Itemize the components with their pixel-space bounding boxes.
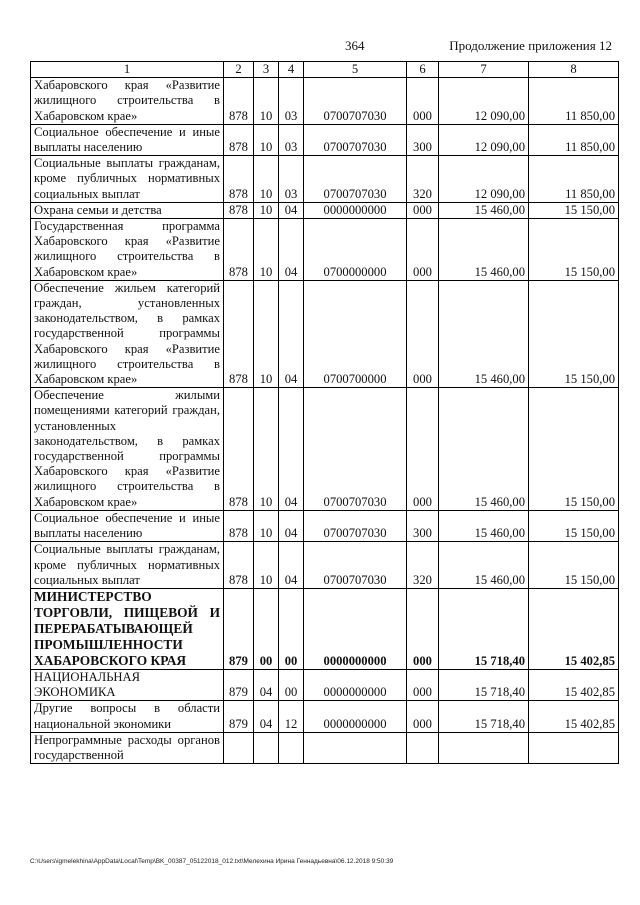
row-section: 10: [254, 542, 279, 589]
row-name: МИНИСТЕРСТВО ТОРГОВЛИ, ПИЩЕВОЙ И ПЕРЕРАБАТЫВАЮЩЕЙ ПРОМЫШЛЕННОСТИ ХАБАРОВСКОГО КРАЯ: [31, 588, 224, 669]
row-expense-type: 320: [407, 542, 439, 589]
row-target-article: 0000000000: [304, 202, 407, 218]
col-header-3: 3: [254, 62, 279, 78]
row-amount-2019: 12 090,00: [439, 124, 529, 155]
row-section: [254, 732, 279, 763]
row-name: Социальное обеспечение и иные выплаты населению: [31, 124, 224, 155]
row-amount-2019: 15 718,40: [439, 669, 529, 700]
appendix-label: Продолжение приложения 12: [449, 38, 612, 53]
row-name: НАЦИОНАЛЬНАЯ ЭКОНОМИКА: [31, 669, 224, 700]
row-section: 10: [254, 156, 279, 203]
file-path-footer: C:\Users\igmelekhina\AppData\Local\Temp\BK_00387_05122018_012.txt\Мелехина Ирина Геннадьевна\06.12.2018 9:50:39: [30, 858, 394, 865]
row-amount-2020: 15 150,00: [529, 280, 619, 387]
row-amount-2020: [529, 732, 619, 763]
table-row: [31, 701, 619, 732]
row-section: 10: [254, 219, 279, 281]
row-code: 878: [224, 202, 254, 218]
row-subsection: 04: [279, 280, 304, 387]
table-body: [31, 78, 619, 764]
row-code: 878: [224, 542, 254, 589]
row-subsection: 03: [279, 78, 304, 125]
row-section: 10: [254, 388, 279, 511]
row-target-article: 0700700000: [304, 280, 407, 387]
row-amount-2020: 15 150,00: [529, 219, 619, 281]
row-code: 878: [224, 156, 254, 203]
row-name: Социальные выплаты гражданам, кроме публичных нормативных социальных выплат: [31, 542, 224, 589]
table-row: [31, 219, 619, 281]
row-expense-type: 300: [407, 510, 439, 541]
row-code: [224, 732, 254, 763]
col-header-8: 8: [529, 62, 619, 78]
row-expense-type: 000: [407, 219, 439, 281]
row-name: Непрограммные расходы органов государственной: [31, 732, 224, 763]
row-subsection: 03: [279, 124, 304, 155]
row-amount-2020: 15 402,85: [529, 588, 619, 669]
row-target-article: 0700707030: [304, 510, 407, 541]
row-amount-2019: [439, 732, 529, 763]
table-row: [31, 124, 619, 155]
row-expense-type: 000: [407, 280, 439, 387]
row-section: 04: [254, 669, 279, 700]
row-name: Другие вопросы в области национальной экономики: [31, 701, 224, 732]
row-subsection: 03: [279, 156, 304, 203]
row-code: 879: [224, 588, 254, 669]
row-name: Охрана семьи и детства: [31, 202, 224, 218]
col-header-7: 7: [439, 62, 529, 78]
row-amount-2019: 15 460,00: [439, 280, 529, 387]
row-target-article: 0700707030: [304, 156, 407, 203]
row-name: Обеспечение жилыми помещениями категорий граждан, установленных законодательством, в рамках государственной программы Хабаровского края «Развитие жилищного строительства в Хабаровском крае»: [31, 388, 224, 511]
row-expense-type: [407, 732, 439, 763]
row-target-article: 0000000000: [304, 669, 407, 700]
row-name: Государственная программа Хабаровского края «Развитие жилищного строительства в Хабаровском крае»: [31, 219, 224, 281]
row-subsection: [279, 732, 304, 763]
table-row: [31, 156, 619, 203]
row-code: 878: [224, 78, 254, 125]
table-row: [31, 588, 619, 669]
row-amount-2020: 11 850,00: [529, 124, 619, 155]
budget-table: [30, 61, 619, 764]
table-row: [31, 280, 619, 387]
row-amount-2019: 15 460,00: [439, 542, 529, 589]
row-target-article: [304, 732, 407, 763]
row-target-article: 0700707030: [304, 542, 407, 589]
row-name: Социальное обеспечение и иные выплаты населению: [31, 510, 224, 541]
row-target-article: 0000000000: [304, 588, 407, 669]
row-amount-2019: 15 460,00: [439, 510, 529, 541]
row-amount-2019: 12 090,00: [439, 156, 529, 203]
row-amount-2019: 15 460,00: [439, 388, 529, 511]
row-section: 10: [254, 124, 279, 155]
row-amount-2020: 15 402,85: [529, 669, 619, 700]
row-amount-2020: 15 150,00: [529, 542, 619, 589]
row-expense-type: 000: [407, 588, 439, 669]
row-section: 10: [254, 78, 279, 125]
row-name: Социальные выплаты гражданам, кроме публичных нормативных социальных выплат: [31, 156, 224, 203]
table-row: [31, 78, 619, 125]
row-subsection: 04: [279, 510, 304, 541]
row-subsection: 04: [279, 542, 304, 589]
row-amount-2019: 15 718,40: [439, 588, 529, 669]
row-expense-type: 000: [407, 669, 439, 700]
row-amount-2019: 15 460,00: [439, 202, 529, 218]
row-expense-type: 320: [407, 156, 439, 203]
row-subsection: 04: [279, 388, 304, 511]
row-expense-type: 000: [407, 202, 439, 218]
row-expense-type: 000: [407, 701, 439, 732]
row-code: 878: [224, 219, 254, 281]
row-subsection: 04: [279, 202, 304, 218]
table-row: [31, 388, 619, 511]
row-target-article: 0700000000: [304, 219, 407, 281]
table-row: [31, 669, 619, 700]
row-subsection: 12: [279, 701, 304, 732]
table-row: [31, 202, 619, 218]
row-amount-2019: 15 718,40: [439, 701, 529, 732]
row-amount-2020: 15 150,00: [529, 510, 619, 541]
row-target-article: 0000000000: [304, 701, 407, 732]
row-subsection: 00: [279, 669, 304, 700]
row-code: 878: [224, 280, 254, 387]
table-row: [31, 542, 619, 589]
col-header-2: 2: [224, 62, 254, 78]
row-name: Хабаровского края «Развитие жилищного строительства в Хабаровском крае»: [31, 78, 224, 125]
row-amount-2020: 11 850,00: [529, 78, 619, 125]
row-section: 04: [254, 701, 279, 732]
row-section: 10: [254, 202, 279, 218]
page-number: 364: [345, 38, 365, 53]
row-code: 878: [224, 124, 254, 155]
row-expense-type: 000: [407, 78, 439, 125]
row-target-article: 0700707030: [304, 78, 407, 125]
column-header-row: [31, 62, 619, 78]
row-subsection: 04: [279, 219, 304, 281]
col-header-1: 1: [31, 62, 224, 78]
row-amount-2019: 15 460,00: [439, 219, 529, 281]
col-header-5: 5: [304, 62, 407, 78]
row-amount-2019: 12 090,00: [439, 78, 529, 125]
table-row: [31, 732, 619, 763]
table-row: [31, 510, 619, 541]
row-section: 10: [254, 280, 279, 387]
row-code: 878: [224, 388, 254, 511]
row-amount-2020: 15 150,00: [529, 388, 619, 511]
row-code: 879: [224, 701, 254, 732]
col-header-6: 6: [407, 62, 439, 78]
row-amount-2020: 11 850,00: [529, 156, 619, 203]
row-name: Обеспечение жильем категорий граждан, установленных законодательством, в рамках государственной программы Хабаровского края «Развитие жилищного строительства в Хабаровском крае»: [31, 280, 224, 387]
row-section: 10: [254, 510, 279, 541]
row-amount-2020: 15 150,00: [529, 202, 619, 218]
col-header-4: 4: [279, 62, 304, 78]
row-code: 879: [224, 669, 254, 700]
row-amount-2020: 15 402,85: [529, 701, 619, 732]
row-section: 00: [254, 588, 279, 669]
row-target-article: 0700707030: [304, 124, 407, 155]
row-expense-type: 300: [407, 124, 439, 155]
row-code: 878: [224, 510, 254, 541]
row-target-article: 0700707030: [304, 388, 407, 511]
row-expense-type: 000: [407, 388, 439, 511]
row-subsection: 00: [279, 588, 304, 669]
